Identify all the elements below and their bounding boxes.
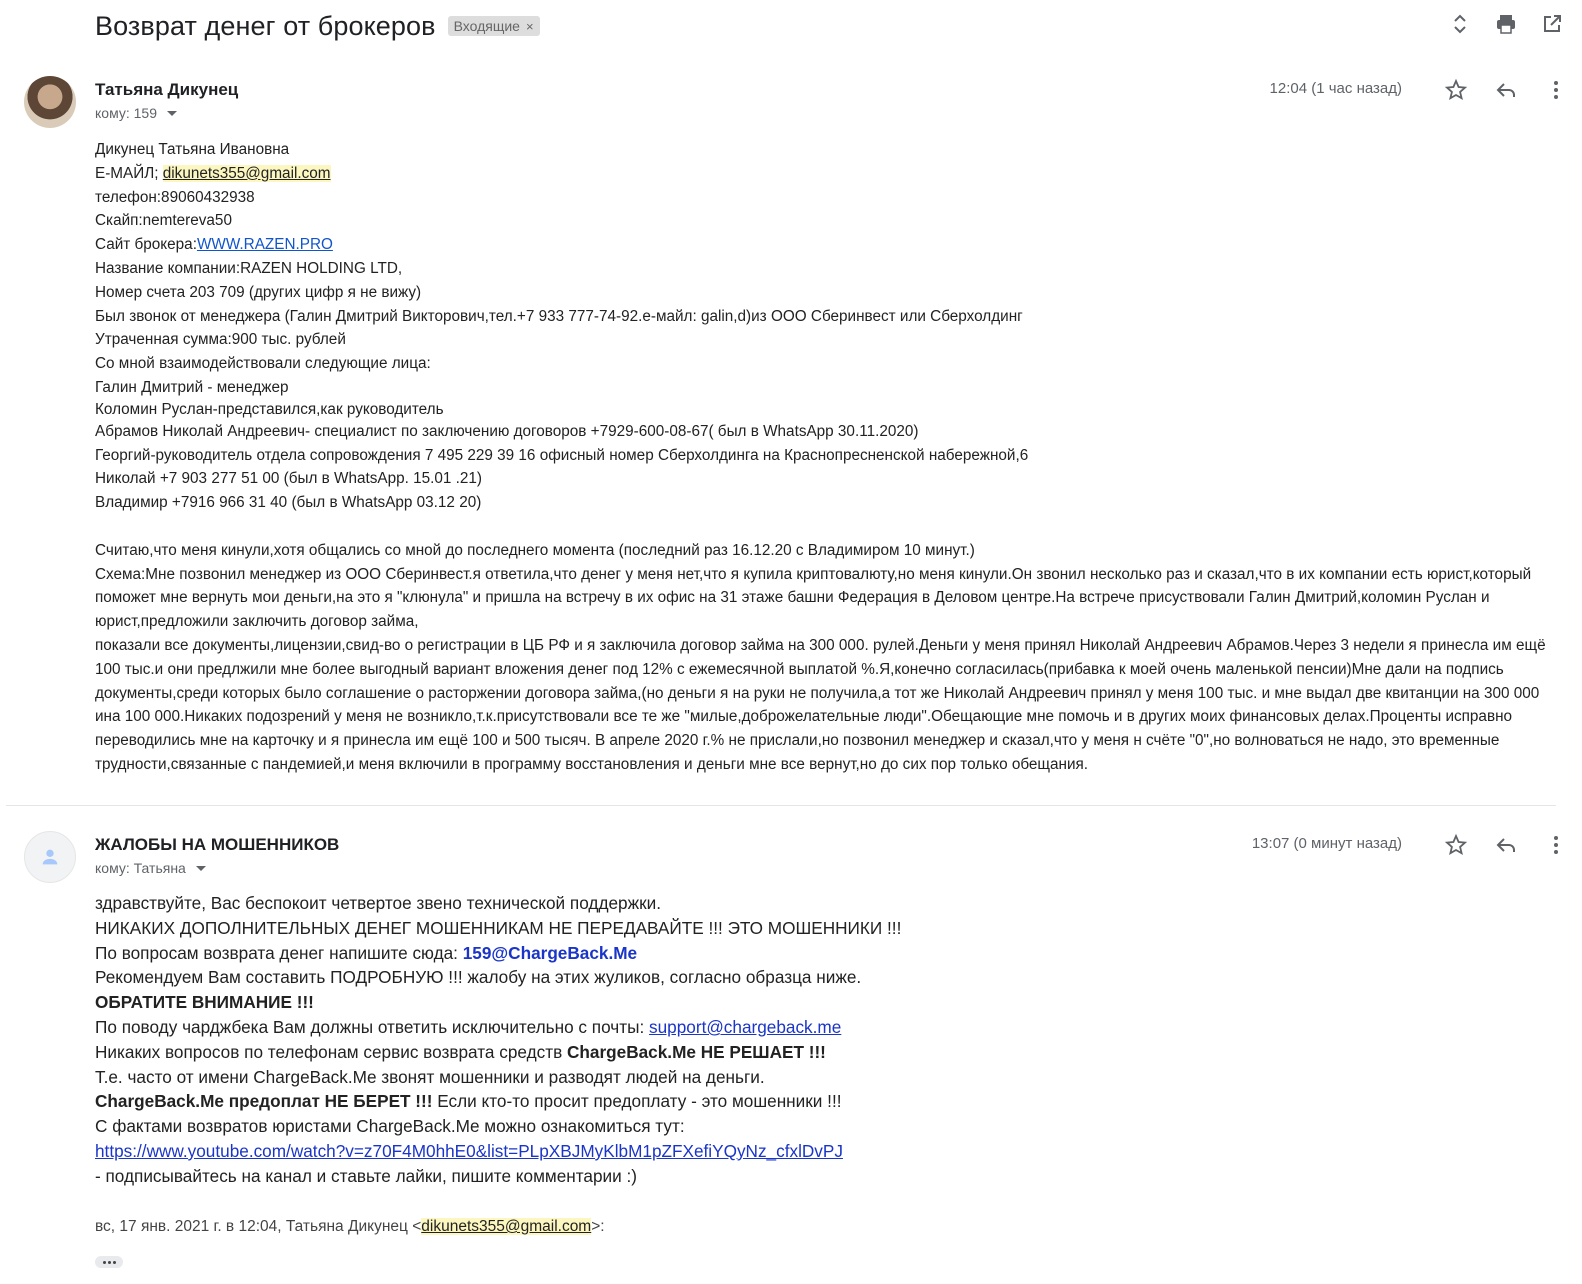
body-line: С фактами возвратов юристами ChargeBack.Me можно ознакомиться тут: — [95, 1116, 685, 1137]
message-time: 13:07 (0 минут назад) — [1251, 835, 1402, 852]
body-line: - подписывайтесь на канал и ставьте лайки, пишите комментарии :) — [95, 1165, 638, 1186]
body-line: Номер счета 203 709 (других цифр я не вижу) — [95, 283, 422, 301]
recipient-label: кому: Татьяна — [95, 860, 186, 876]
body-line: телефон:89060432938 — [95, 188, 255, 206]
more-options-icon[interactable] — [1544, 78, 1568, 102]
thread-toolbar — [1448, 12, 1564, 36]
show-trimmed-content-button[interactable] — [95, 1256, 123, 1268]
body-line: Дикунец Татьяна Ивановна — [95, 141, 290, 158]
sender-name[interactable]: ЖАЛОБЫ НА МОШЕННИКОВ — [95, 835, 340, 854]
star-icon[interactable] — [1444, 833, 1468, 857]
body-line: Коломин Руслан-представился,как руководитель — [95, 400, 444, 418]
body-line: Т.е. часто от имени ChargeBack.Me звонят мошенники и разводят людей на деньги. — [95, 1066, 765, 1087]
body-line-contact: По вопросам возврата денег напишите сюда: 159@ChargeBack.Me — [95, 942, 638, 963]
body-line-attention: ОБРАТИТЕ ВНИМАНИЕ !!! — [95, 992, 314, 1013]
label-text: Входящие — [453, 18, 520, 34]
person-icon — [39, 846, 61, 868]
star-icon[interactable] — [1444, 78, 1468, 102]
reply-icon[interactable] — [1494, 78, 1518, 102]
sender-avatar[interactable] — [24, 831, 76, 883]
quoted-email-link[interactable]: dikunets355@gmail.com — [421, 1218, 592, 1235]
body-line: Скайп:nemtereva50 — [95, 212, 232, 230]
remove-label-icon[interactable]: × — [525, 18, 534, 34]
body-line-email: Е-МАЙЛ; dikunets355@gmail.com — [95, 164, 331, 182]
body-line: Владимир +7916 966 31 40 (был в WhatsApp 03.12 20) — [95, 494, 482, 512]
message-actions — [1444, 833, 1568, 857]
chevron-down-icon[interactable] — [196, 866, 206, 871]
body-line-youtube — [95, 1139, 1535, 1164]
body-line: Утраченная сумма:900 тыс. рублей — [95, 331, 346, 349]
subject-row — [95, 8, 540, 44]
sender-name[interactable]: Татьяна Дикунец — [95, 80, 239, 99]
body-line: Со мной взаимодействовали следующие лица: — [95, 355, 431, 373]
message-actions — [1444, 78, 1568, 102]
body-line-support: По поводу чарджбека Вам должны ответить исключительно с почты: support@chargeback.me — [95, 1016, 842, 1037]
body-line: Галин Дмитрий - менеджер — [95, 378, 289, 396]
body-line-prepay: ChargeBack.Me предоплат НЕ БЕРЕТ !!! Если кто-то просит предоплату - это мошенники !!! — [95, 1091, 842, 1112]
expand-collapse-icon[interactable] — [1448, 12, 1472, 36]
message-time: 12:04 (1 час назад) — [1269, 80, 1402, 97]
message-divider — [6, 805, 1556, 806]
body-paragraph: показали все документы,лицензии,свид-во о регистрации в ЦБ РФ и я заключила договор займа на 300 000. рулей.Деньги у меня принял Николай Андреевич Абрамов.Через 3 недели я принесла им ещё 100 тыс.и они предлжили мне более выгодный вариант вложения денег под 12% с ежемесячной выплатой %.Я,конечно согласилась(прибавка к моей очень маленькой пенсии)Мне дали на подпись документы,среди которых было соглашение о расторжении договора займа,(но деньги я на руки не получила,а тот же Николай Андреевич принял у меня 100 тыс. и мне выдал две квитанции на 300 000 ина 100 000.Никаких подозрений у меня не возникло,т.к.присутствовали все те же "милые,доброжелательные люди".Обещающие мне помочь и в других моих финансовых делах.Проценты исправно переводились мне на карточку и я принесла им ещё 100 и 500 тысяч. В апреле 2020 г.% не прислали,но позвонил менеджер и сказал,что у меня н счёте "0",но волноваться не надо, это временные трудности,связанные с пандемией,и меня включили в программу восстановления и деньги мне все вернут,но до сих пор только обещания. — [95, 636, 1546, 773]
body-line-phone: Никаких вопросов по телефонам сервис возврата средств ChargeBack.Me НЕ РЕШАЕТ !!! — [95, 1041, 826, 1062]
email-link[interactable]: dikunets355@gmail.com — [162, 164, 331, 182]
sender-avatar[interactable] — [24, 76, 76, 128]
body-line: Рекомендуем Вам составить ПОДРОБНУЮ !!! жалобу на этих жуликов, согласно образца ниже. — [95, 967, 862, 988]
body-line: Абрамов Николай Андреевич- специалист по заключению договоров +7929-600-08-67( был в WhatsApp 30.11.2020) — [95, 422, 919, 440]
quoted-header: вс, 17 янв. 2021 г. в 12:04, Татьяна Дикунец <dikunets355@gmail.com>: — [95, 1218, 605, 1235]
open-in-new-window-icon[interactable] — [1540, 12, 1564, 36]
message-body — [95, 891, 1535, 1189]
body-paragraph: Схема:Мне позвонил менеджер из ООО Сберинвест.я ответила,что денег у меня нет,что я купила криптовалюту,но меня кинули.Он звонил несколько раз и сказал,что в их компании есть юрист,который поможет мне вернуть мои деньги,на это я "клюнула" и пришла на встречу в их офис на 31 этаже башни Федерация в Деловом центре.На встрече присуствовали Галин Дмитрий,коломин Руслан и юрист,предложили заключить договор займа, — [95, 565, 1532, 631]
reply-icon[interactable] — [1494, 833, 1518, 857]
recipient-label: кому: 159 — [95, 105, 157, 121]
body-line-site: Сайт брокера:WWW.RAZEN.PRO — [95, 236, 333, 254]
body-line: здравствуйте, Вас беспокоит четвертое звено технической поддержки. — [95, 893, 661, 913]
body-line: Георгий-руководитель отдела сопровождения 7 495 229 39 16 офисный номер Сберхолдинга на Краснопресненской набережной,6 — [95, 446, 1029, 464]
print-icon[interactable] — [1494, 12, 1518, 36]
recipients-toggle[interactable] — [95, 105, 177, 121]
inbox-label-chip[interactable] — [448, 16, 540, 36]
chevron-down-icon[interactable] — [167, 111, 177, 116]
support-email[interactable]: 159@ChargeBack.Me — [462, 942, 638, 963]
support-email-link[interactable]: support@chargeback.me — [649, 1016, 842, 1037]
body-line: Был звонок от менеджера (Галин Дмитрий Викторович,тел.+7 933 777-74-92.е-майл: galin,d)из ООО Сберинвест или Сберхолдинг — [95, 307, 1023, 325]
thread-subject: Возврат денег от брокеров — [95, 10, 436, 41]
blank-line — [95, 515, 1555, 539]
body-line: НИКАКИХ ДОПОЛНИТЕЛЬНЫХ ДЕНЕГ МОШЕННИКАМ НЕ ПЕРЕДАВАЙТЕ !!! ЭТО МОШЕННИКИ !!! — [95, 917, 902, 938]
body-line: Считаю,что меня кинули,хотя общались со мной до последнего момента (последний раз 16.12.20 с Владимиром 10 минут.) — [95, 541, 975, 559]
recipients-toggle[interactable] — [95, 860, 206, 876]
broker-site-link[interactable]: WWW.RAZEN.PRO — [196, 236, 333, 254]
message-body — [95, 138, 1555, 777]
body-line: Название компании:RAZEN HOLDING LTD, — [95, 259, 403, 277]
more-options-icon[interactable] — [1544, 833, 1568, 857]
body-line: Николай +7 903 277 51 00 (был в WhatsApp. 15.01 .21) — [95, 470, 482, 488]
youtube-link[interactable]: https://www.youtube.com/watch?v=z70F4M0hhE0&list=PLpXBJMyKlbM1pZFXefiYQyNz_cfxlDvPJ — [95, 1140, 843, 1161]
